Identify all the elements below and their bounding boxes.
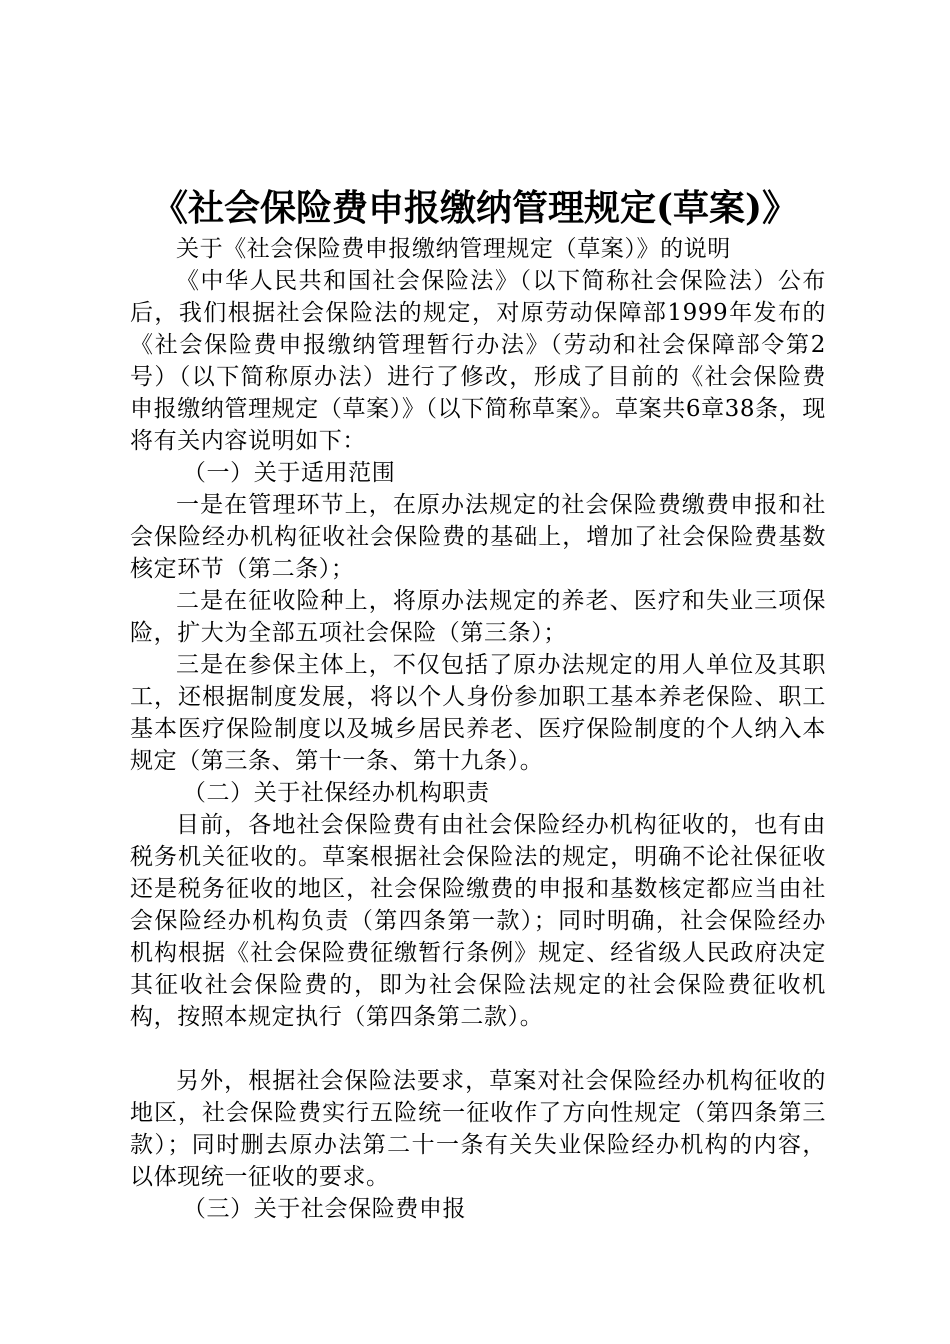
scope-paragraph-1: 一是在管理环节上，在原办法规定的社会保险费缴费申报和社会保险经办机构征收社会保险费的基础上，增加了社会保险费基数核定环节（第二条）； xyxy=(130,492,826,582)
scope-paragraph-3: 三是在参保主体上，不仅包括了原办法规定的用人单位及其职工，还根据制度发展，将以个人身份参加职工基本养老保险、职工基本医疗保险制度以及城乡居民养老、医疗保险制度的个人纳入本规定（第三条、第十一条、第十九条）。 xyxy=(130,652,826,774)
section-heading-agency-duties: （二）关于社保经办机构职责 xyxy=(182,780,490,806)
agency-duties-paragraph: 目前，各地社会保险费有由社会保险经办机构征收的，也有由税务机关征收的。草案根据社会保险法的规定，明确不论社保征收还是税务征收的地区，社会保险缴费的申报和基数核定都应当由社会保险经办机构负责（第四条第一款）；同时明确，社会保险经办机构根据《社会保险费征缴暂行条例》规定、经省级人民政府决定其征收社会保险费的，即为社会保险法规定的社会保险费征收机构，按照本规定执行（第四条第二款）。 xyxy=(130,812,826,1030)
unified-collection-paragraph: 另外，根据社会保险法要求，草案对社会保险经办机构征收的地区，社会保险费实行五险统一征收作了方向性规定（第四条第三款）；同时删去原办法第二十一条有关失业保险经办机构的内容，以体现统一征收的要求。 xyxy=(130,1068,826,1190)
explanation-subtitle: 关于《社会保险费申报缴纳管理规定（草案）》的说明 xyxy=(176,236,731,262)
document-title: 《社会保险费申报缴纳管理规定(草案)》 xyxy=(151,187,799,229)
scope-paragraph-2: 二是在征收险种上，将原办法规定的养老、医疗和失业三项保险，扩大为全部五项社会保险（第三条）； xyxy=(130,588,826,646)
section-heading-scope: （一）关于适用范围 xyxy=(182,460,396,486)
document-body xyxy=(130,233,826,1225)
paragraph-spacer xyxy=(130,1033,826,1065)
intro-paragraph: 《中华人民共和国社会保险法》（以下简称社会保险法）公布后，我们根据社会保险法的规定，对原劳动保障部1999年发布的《社会保险费申报缴纳管理暂行办法》（劳动和社会保障部令第2号）（以下简称原办法）进行了修改，形成了目前的《社会保险费申报缴纳管理规定（草案）》（以下简称草案》。草案共6章38条，现将有关内容说明如下： xyxy=(130,268,826,454)
section-heading-declaration: （三）关于社会保险费申报 xyxy=(182,1196,467,1222)
